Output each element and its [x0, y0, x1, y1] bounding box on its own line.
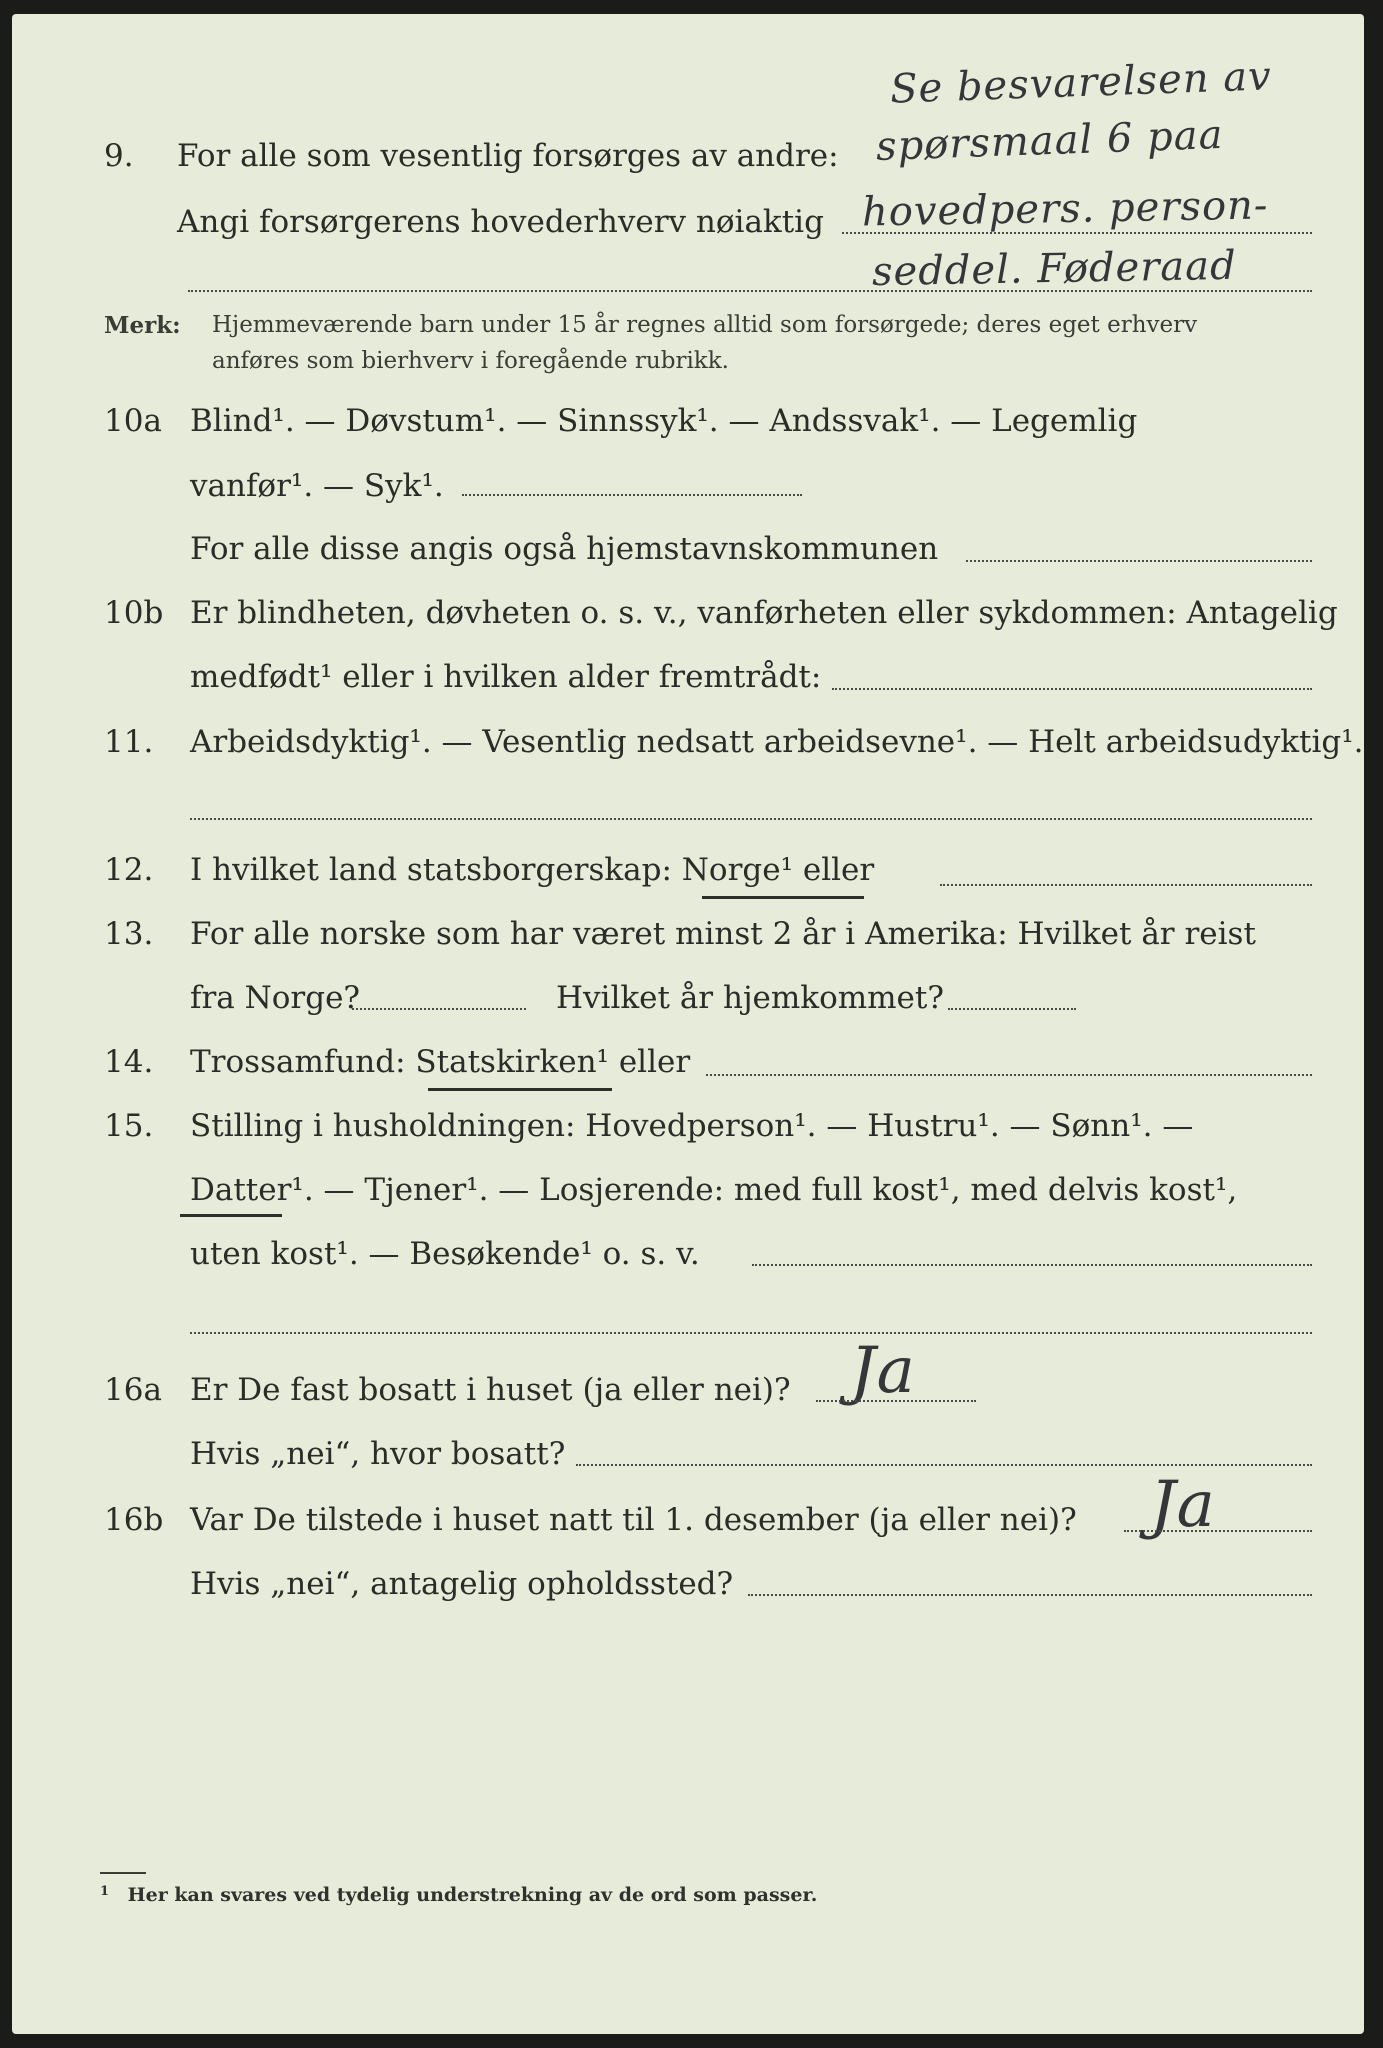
q15-answer-line2	[190, 1332, 1312, 1334]
q13-reist-line	[352, 1008, 526, 1010]
merk-text-line2: anføres som bierhverv i foregående rubrikk.	[212, 348, 729, 374]
footnote-text: Her kan svares ved tydelig understrekning av de ord som passer.	[127, 1884, 818, 1906]
q12-text-line1: I hvilket land statsborgerskap: Norge¹ eller	[190, 852, 875, 888]
q12-number: 12.	[104, 852, 154, 888]
q9-handwritten-answer-line4: seddel. Føderaad	[871, 242, 1238, 296]
q10a-syk-line	[462, 494, 802, 496]
q9-number: 9.	[104, 138, 134, 174]
q16a-text-line1: Er De fast bosatt i huset (ja eller nei)?	[190, 1372, 791, 1408]
q9-answer-line1	[842, 232, 1312, 234]
q13-text-line1: For alle norske som har været minst 2 år i Amerika: Hvilket år reist	[190, 916, 1256, 952]
q15-answer-line1	[752, 1264, 1312, 1266]
q16a-text-line2: Hvis „nei“, hvor bosatt?	[190, 1436, 566, 1472]
q9-text-line2: Angi forsørgerens hovederhverv nøiaktig	[177, 204, 824, 240]
q16a-handwritten-answer: Ja	[850, 1334, 916, 1408]
q16b-handwritten-answer: Ja	[1150, 1468, 1216, 1542]
q16b-number: 16b	[104, 1502, 164, 1538]
q16a-number: 16a	[104, 1372, 162, 1408]
q13-hjemkommet-line	[948, 1008, 1076, 1010]
q10b-alder-line	[832, 688, 1312, 690]
q16a-bosatt-line	[576, 1464, 1312, 1466]
q11-text-line1: Arbeidsdyktig¹. — Vesentlig nedsatt arbeidsevne¹. — Helt arbeidsudyktig¹.	[190, 724, 1364, 760]
q16a-answer-line	[816, 1400, 976, 1402]
q10a-text-line3: For alle disse angis også hjemstavnskommunen	[190, 531, 939, 567]
q13-number: 13.	[104, 916, 154, 952]
footnote	[100, 1884, 817, 1906]
q12-norge-underline	[702, 896, 864, 899]
merk-text-line1: Hjemmeværende barn under 15 år regnes alltid som forsørgede; deres eget erhverv	[212, 312, 1198, 338]
q15-text-line2: Datter¹. — Tjener¹. — Losjerende: med full kost¹, med delvis kost¹,	[190, 1172, 1238, 1208]
q14-number: 14.	[104, 1044, 154, 1080]
q10a-text-line2: vanfør¹. — Syk¹.	[190, 468, 444, 504]
q13-text-line2a: fra Norge?	[190, 980, 361, 1016]
q13-text-line2b: Hvilket år hjemkommet?	[556, 980, 944, 1016]
q9-handwritten-answer-line2: spørsmaal 6 paa	[875, 111, 1225, 171]
q15-datter-underline	[180, 1214, 282, 1217]
q14-statskirken-underline	[428, 1088, 612, 1091]
q14-text-line1: Trossamfund: Statskirken¹ eller	[190, 1044, 691, 1080]
q14-answer-line	[706, 1074, 1312, 1076]
q9-text-line1: For alle som vesentlig forsørges av andre:	[177, 138, 839, 174]
q10a-number: 10a	[104, 403, 162, 439]
q16b-text-line1: Var De tilstede i huset natt til 1. desember (ja eller nei)?	[190, 1502, 1077, 1538]
q9-handwritten-answer-line3: hovedpers. person-	[861, 182, 1269, 236]
q11-answer-line	[190, 818, 1312, 820]
footnote-mark: 1	[100, 1884, 110, 1899]
q16b-opholdssted-line	[748, 1594, 1312, 1596]
q10b-text-line1: Er blindheten, døvheten o. s. v., vanførheten eller sykdommen: Antagelig	[190, 595, 1338, 631]
q10b-text-line2: medfødt¹ eller i hvilken alder fremtrådt:	[190, 659, 822, 695]
q10a-text-line1: Blind¹. — Døvstum¹. — Sinnssyk¹. — Andssvak¹. — Legemlig	[190, 403, 1138, 439]
q9-answer-line2	[188, 290, 1312, 292]
q12-answer-line	[940, 884, 1312, 886]
merk-label: Merk:	[104, 312, 181, 339]
q16b-text-line2: Hvis „nei“, antagelig opholdssted?	[190, 1566, 734, 1602]
q15-number: 15.	[104, 1108, 154, 1144]
footnote-divider	[100, 1872, 146, 1874]
q10b-number: 10b	[104, 595, 164, 631]
q9-handwritten-answer-line1: Se besvarelsen av	[889, 53, 1273, 113]
q16b-answer-line	[1124, 1530, 1312, 1532]
q15-text-line1: Stilling i husholdningen: Hovedperson¹. — Hustru¹. — Sønn¹. —	[190, 1108, 1194, 1144]
q10a-kommune-line	[966, 560, 1312, 562]
q15-text-line3: uten kost¹. — Besøkende¹ o. s. v.	[190, 1236, 700, 1272]
q11-number: 11.	[104, 724, 154, 760]
